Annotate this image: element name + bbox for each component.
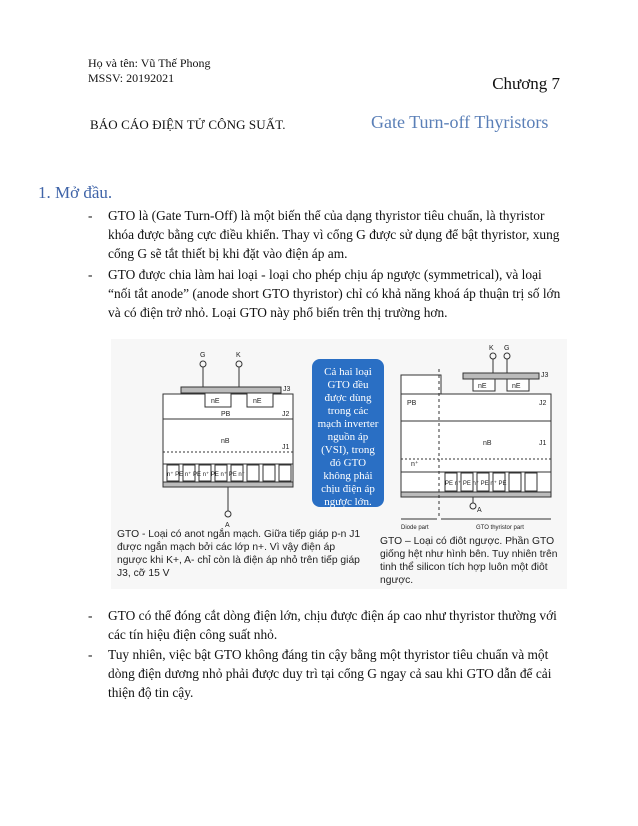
right-label-j1: J1: [539, 440, 547, 447]
list-item-text: GTO là (Gate Turn-Off) là một biến thể của dạng thyristor tiêu chuẩn, là thyristor khóa được bằng cực điều khiển. Thay vì cổng G được sử dụng để bật thyristor, xung cổng G sẽ tắt thiết bị khi đặt vào điện áp am.: [108, 208, 560, 261]
right-label-pb: PB: [407, 400, 417, 407]
left-label-a: A: [225, 522, 230, 529]
right-label-a: A: [477, 507, 482, 514]
callout-line: đó GTO: [329, 457, 367, 469]
callout-line: ngược lớn.: [324, 496, 372, 508]
left-metal-bottom: [163, 482, 293, 487]
dash-icon: -: [88, 647, 93, 662]
right-label-g: G: [504, 345, 510, 352]
list-item: [88, 265, 568, 322]
list-item: [88, 206, 568, 263]
left-label-ne: nE: [253, 398, 262, 405]
left-anode-terminal: [225, 511, 231, 517]
right-label-k: K: [489, 345, 494, 352]
left-label-j1: J1: [282, 444, 290, 451]
right-cathode-terminal: [490, 353, 496, 359]
bullet-list-bottom: [88, 606, 568, 703]
right-gto-structure: [401, 353, 551, 519]
right-label-j2: J2: [539, 400, 547, 407]
subject-title: Gate Turn-off Thyristors: [371, 112, 549, 132]
right-metal-bottom: [401, 492, 551, 497]
student-name: Họ và tên: Vũ Thế Phong: [88, 56, 211, 70]
right-label-diode-part: Diode part: [401, 525, 429, 531]
right-label-bottom: PE n⁺ PE n⁺ PE n⁺ PE: [445, 481, 507, 487]
list-item-text: GTO có thể đóng cắt dòng điện lớn, chịu được điện áp cao như thyristor thường với các tín hiệu điện công suất nhỏ.: [108, 608, 557, 642]
callout-line: nguồn áp: [327, 431, 369, 443]
right-step-block: [401, 375, 441, 394]
left-label-nb: nB: [221, 438, 230, 445]
callout-line: không phải: [323, 470, 373, 482]
bullet-list-top: [88, 206, 568, 323]
student-info: [88, 56, 211, 86]
right-gate-terminal: [504, 353, 510, 359]
dash-icon: -: [88, 267, 93, 282]
callout-line: Cả hai loại: [324, 366, 372, 378]
list-item: [88, 606, 568, 644]
left-bottom-cell: [279, 465, 291, 481]
left-cathode-terminal: [236, 361, 242, 367]
right-anode-terminal: [470, 503, 476, 509]
left-bottom-cell: [247, 465, 259, 481]
callout-line: trong các: [327, 405, 369, 417]
chapter-label: Chương 7: [492, 74, 560, 93]
left-label-j3: J3: [283, 386, 291, 393]
right-bottom-cell: [509, 473, 521, 491]
list-item-text: GTO được chia làm hai loại - loại cho phép chịu áp ngược (symmetrical), và loại “nối tắt anode” (anode short GTO thyristor) chỉ có khả năng khoá áp thuận trị số lớn và có điện trở nhỏ. Loại GTO này phổ biến trên thị trường hơn.: [108, 267, 561, 320]
right-label-gto-part: GTO thyristor part: [476, 525, 524, 531]
left-label-bottom: n⁺ PE n⁺ PE n⁺ PE n⁺ PE n⁺: [167, 472, 245, 478]
right-label-nb: nB: [483, 440, 492, 447]
left-label-g: G: [200, 352, 206, 359]
list-item: [88, 645, 568, 702]
figure-caption-left: GTO - Loại có anot ngắn mạch. Giữa tiếp giáp p-n J1 được ngắn mạch bởi các lớp n+. Vì vậy điện áp ngược khi K+, A- chỉ còn là điện áp nhỏ trên tiếp giáp J3, cỡ 15 V: [117, 529, 361, 579]
callout-line: chịu điện áp: [321, 483, 375, 495]
left-bottom-cell: [263, 465, 275, 481]
callout-line: GTO đều: [327, 379, 369, 391]
report-title: BÁO CÁO ĐIỆN TỬ CÔNG SUẤT.: [90, 117, 286, 132]
right-label-j3: J3: [541, 372, 549, 379]
left-label-k: K: [236, 352, 241, 359]
left-gate-terminal: [200, 361, 206, 367]
left-label-ne: nE: [211, 398, 220, 405]
left-label-j2: J2: [282, 411, 290, 418]
right-label-ne: nE: [512, 383, 521, 390]
dash-icon: -: [88, 208, 93, 223]
right-label-ne: nE: [478, 383, 487, 390]
callout-line: được dùng: [324, 392, 372, 404]
dash-icon: -: [88, 608, 93, 623]
right-metal-top: [463, 373, 539, 379]
callout-line: (VSI), trong: [321, 444, 375, 456]
student-id: MSSV: 20192021: [88, 71, 175, 85]
right-label-nplus: n⁺: [411, 461, 419, 468]
figure-caption-right: GTO – Loại có điôt ngược. Phần GTO giống hệt như hình bên. Tuy nhiên trên tinh thể silicon tích hợp luôn một điôt ngược.: [380, 536, 558, 586]
section-heading: 1. Mở đầu.: [38, 183, 113, 202]
left-label-pb: PB: [221, 411, 231, 418]
callout-line: mạch inverter: [317, 418, 379, 430]
left-metal-top: [181, 387, 281, 393]
right-bottom-cell: [525, 473, 537, 491]
list-item-text: Tuy nhiên, việc bật GTO không đáng tin cậy bằng một thyristor tiêu chuẩn và một dòng điện dương nhỏ phải được duy trì tại cổng G ngay cả sau khi GTO dẫn để cải thiện độ tin cậy.: [108, 647, 552, 700]
